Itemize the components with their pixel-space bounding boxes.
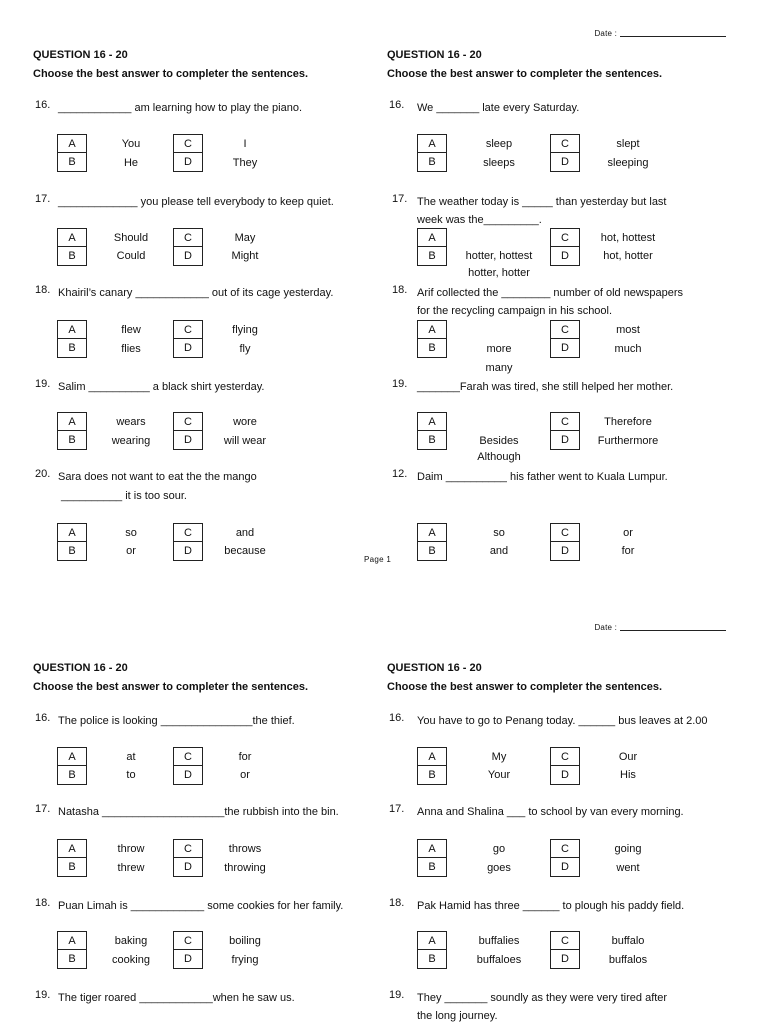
option-c[interactable]: Therefore	[604, 416, 652, 428]
question-stem: The weather today is _____ than yesterday but last	[417, 196, 667, 208]
option-d[interactable]: hot, hotter	[603, 250, 653, 262]
section-heading: QUESTION 16 - 20	[387, 662, 482, 674]
option-extra[interactable]: hotter, hotter	[468, 267, 530, 279]
option-a[interactable]: go	[492, 843, 506, 855]
option-b[interactable]: He	[123, 157, 139, 169]
option-box-ab: A B	[57, 747, 87, 785]
option-box-cd: C D	[173, 412, 203, 450]
option-c[interactable]: most	[616, 324, 640, 336]
option-a[interactable]: throw	[117, 843, 145, 855]
question-stem-line-2: week was the_________.	[417, 214, 542, 226]
option-box-cd: C D	[173, 134, 203, 172]
option-box-ab: A B	[57, 320, 87, 358]
question-column-left	[33, 600, 378, 1024]
question-stem: _____________ you please tell everybody to keep quiet.	[58, 196, 334, 208]
option-box-ab: A B	[57, 228, 87, 266]
question-number: 18.	[35, 897, 51, 909]
option-b[interactable]: wearing	[111, 435, 151, 447]
option-d[interactable]: or	[240, 769, 250, 781]
option-a[interactable]: My	[491, 751, 507, 763]
question-column-left	[33, 0, 378, 600]
question-number: 19.	[392, 378, 408, 390]
option-a[interactable]: wears	[116, 416, 146, 428]
option-d[interactable]: frying	[231, 954, 259, 966]
option-box-cd: C D	[173, 747, 203, 785]
option-box-cd: C D	[173, 228, 203, 266]
option-d[interactable]: for	[621, 545, 635, 557]
option-a[interactable]: flew	[121, 324, 141, 336]
option-a[interactable]: You	[121, 138, 141, 150]
option-a[interactable]: Should	[113, 232, 149, 244]
question-column-right	[387, 600, 732, 1024]
option-box-ab: A B	[417, 523, 447, 561]
question-number: 18.	[392, 284, 408, 296]
question-number: 17.	[35, 803, 51, 815]
question-number: 16.	[389, 712, 405, 724]
option-b[interactable]: to	[126, 769, 136, 781]
option-box-cd: C D	[550, 412, 580, 450]
section-instruction: Choose the best answer to completer the sentences.	[387, 681, 663, 693]
option-d[interactable]: Furthermore	[597, 435, 659, 447]
option-box-cd: C D	[173, 523, 203, 561]
date-label: Date :	[594, 29, 617, 38]
option-b[interactable]: goes	[487, 862, 511, 874]
option-box-cd: C D	[550, 134, 580, 172]
question-number: 17.	[389, 803, 405, 815]
option-a[interactable]: so	[493, 527, 505, 539]
question-number: 18.	[35, 284, 51, 296]
option-c[interactable]: Our	[618, 751, 638, 763]
option-c[interactable]: I	[243, 138, 247, 150]
page-number: Page 1	[364, 555, 392, 564]
date-label: Date :	[594, 623, 617, 632]
option-box-cd: C D	[550, 523, 580, 561]
question-stem: We _______ late every Saturday.	[417, 102, 580, 114]
option-box-ab: A B	[57, 931, 87, 969]
option-c[interactable]: buffalo	[611, 935, 645, 947]
option-b[interactable]: flies	[121, 343, 141, 355]
option-c[interactable]: hot, hottest	[600, 232, 656, 244]
option-b[interactable]: Besides	[479, 435, 519, 447]
option-box-ab: A B	[57, 412, 87, 450]
question-stem-line-2: for the recycling campaign in his school.	[417, 305, 613, 317]
question-number: 17.	[392, 193, 408, 205]
option-c[interactable]: boiling	[229, 935, 261, 947]
question-stem: Pak Hamid has three ______ to plough his paddy field.	[417, 900, 685, 912]
option-b[interactable]: buffaloes	[476, 954, 522, 966]
option-d[interactable]: His	[620, 769, 636, 781]
option-box-cd: C D	[550, 320, 580, 358]
option-box-ab: A B	[417, 931, 447, 969]
option-b[interactable]: threw	[117, 862, 145, 874]
question-stem: Sara does not want to eat the the mango	[58, 471, 257, 483]
question-stem: Puan Limah is ____________ some cookies for her family.	[58, 900, 344, 912]
option-box-ab: A B	[417, 228, 447, 266]
question-stem: Daim __________ his father went to Kuala Lumpur.	[417, 471, 668, 483]
option-d[interactable]: much	[614, 343, 642, 355]
option-c[interactable]: May	[234, 232, 256, 244]
option-a[interactable]: sleep	[485, 138, 513, 150]
question-number: 16.	[35, 712, 51, 724]
option-box-cd: C D	[173, 320, 203, 358]
option-box-ab: A B	[57, 523, 87, 561]
question-stem: Salim __________ a black shirt yesterday.	[58, 381, 265, 393]
worksheet-page-2	[0, 600, 768, 1024]
option-box-ab: A B	[417, 412, 447, 450]
section-heading: QUESTION 16 - 20	[33, 662, 128, 674]
option-extra[interactable]: Although	[477, 451, 521, 463]
section-instruction: Choose the best answer to completer the sentences.	[33, 681, 309, 693]
question-stem: The police is looking _______________the thief.	[58, 715, 295, 727]
option-c[interactable]: and	[235, 527, 255, 539]
question-stem-line-2: the long journey.	[417, 1010, 498, 1022]
option-b[interactable]: Could	[116, 250, 146, 262]
option-b[interactable]: and	[489, 545, 509, 557]
option-box-cd: C D	[173, 931, 203, 969]
question-stem: You have to go to Penang today. ______ bus leaves at 2.00	[417, 715, 708, 727]
question-stem-line-2: __________ it is too sour.	[61, 490, 187, 502]
option-box-ab: A B	[417, 320, 447, 358]
option-d[interactable]: buffalos	[608, 954, 648, 966]
option-box-cd: C D	[550, 228, 580, 266]
question-stem: Khairil’s canary ____________ out of its cage yesterday.	[58, 287, 334, 299]
question-column-right	[387, 0, 732, 600]
option-d[interactable]: because	[224, 545, 266, 557]
option-c[interactable]: for	[238, 751, 252, 763]
option-d[interactable]: sleeping	[607, 157, 649, 169]
question-stem: Anna and Shalina ___ to school by van every morning.	[417, 806, 684, 818]
option-d[interactable]: will wear	[223, 435, 267, 447]
option-b[interactable]: or	[126, 545, 136, 557]
option-a[interactable]: baking	[114, 935, 148, 947]
question-stem: ____________ am learning how to play the piano.	[58, 102, 303, 114]
question-number: 16.	[389, 99, 405, 111]
question-stem: Natasha ____________________the rubbish into the bin.	[58, 806, 339, 818]
question-stem: _______Farah was tired, she still helped her mother.	[417, 381, 674, 393]
option-d[interactable]: Might	[231, 250, 259, 262]
option-c[interactable]: wore	[233, 416, 257, 428]
option-box-ab: A B	[417, 839, 447, 877]
option-box-ab: A B	[57, 134, 87, 172]
option-b[interactable]: more	[486, 343, 512, 355]
question-number: 19.	[35, 378, 51, 390]
section-instruction: Choose the best answer to completer the sentences.	[33, 68, 309, 80]
option-c[interactable]: or	[623, 527, 633, 539]
option-a[interactable]: so	[125, 527, 137, 539]
option-b[interactable]: sleeps	[483, 157, 515, 169]
option-b[interactable]: hotter, hottest	[465, 250, 533, 262]
option-d[interactable]: They	[232, 157, 258, 169]
option-box-ab: A B	[417, 134, 447, 172]
option-box-cd: C D	[173, 839, 203, 877]
question-number: 19.	[389, 989, 405, 1001]
option-d[interactable]: throwing	[224, 862, 266, 874]
option-box-ab: A B	[417, 747, 447, 785]
option-a[interactable]: at	[126, 751, 136, 763]
section-heading: QUESTION 16 - 20	[33, 49, 128, 61]
question-number: 20.	[35, 468, 51, 480]
question-stem: Arif collected the ________ number of old newspapers	[417, 287, 684, 299]
option-c[interactable]: throws	[228, 843, 262, 855]
option-extra[interactable]: many	[485, 362, 513, 374]
section-instruction: Choose the best answer to completer the sentences.	[387, 68, 663, 80]
question-stem: They _______ soundly as they were very tired after	[417, 992, 668, 1004]
question-number: 19.	[35, 989, 51, 1001]
option-b[interactable]: cooking	[112, 954, 150, 966]
question-number: 17.	[35, 193, 51, 205]
option-c[interactable]: slept	[616, 138, 640, 150]
option-box-ab: A B	[57, 839, 87, 877]
option-a[interactable]: buffalies	[478, 935, 520, 947]
option-c[interactable]: flying	[232, 324, 258, 336]
option-box-cd: C D	[550, 747, 580, 785]
option-box-cd: C D	[550, 931, 580, 969]
option-box-cd: C D	[550, 839, 580, 877]
option-d[interactable]: went	[616, 862, 640, 874]
option-d[interactable]: fly	[239, 343, 251, 355]
section-heading: QUESTION 16 - 20	[387, 49, 482, 61]
question-stem: The tiger roared ____________when he saw us.	[58, 992, 295, 1004]
question-number: 16.	[35, 99, 51, 111]
question-number: 12.	[392, 468, 408, 480]
question-number: 18.	[389, 897, 405, 909]
option-c[interactable]: going	[614, 843, 642, 855]
option-b[interactable]: Your	[487, 769, 511, 781]
